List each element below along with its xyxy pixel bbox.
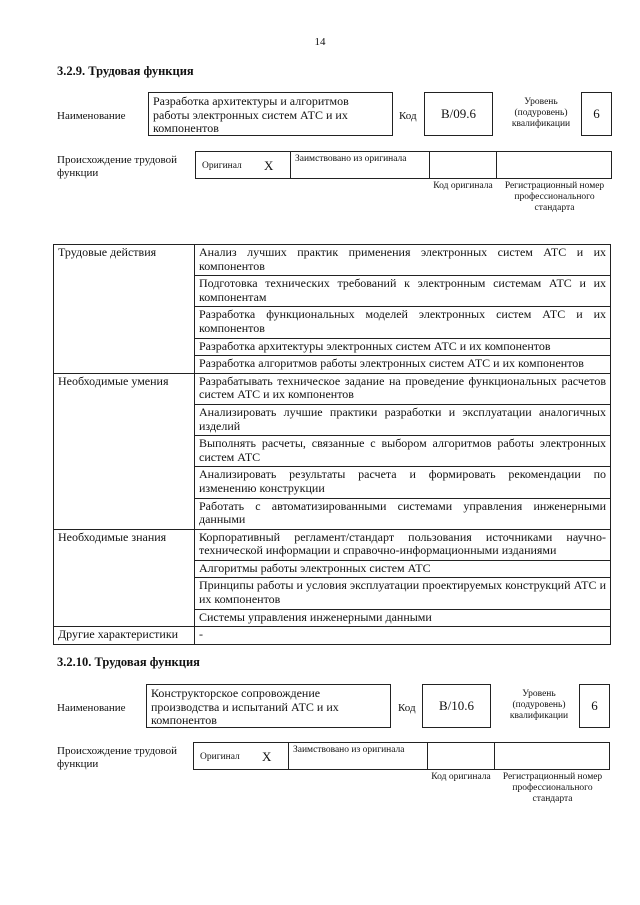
item-cell: Разработка архитектуры электронных систем АТС и их компонентов [195,338,611,356]
item-cell: Корпоративный регламент/стандарт пользования источниками научно-технической информации и справочно-информационными изданиями [195,529,611,560]
code-label: Код [399,110,417,122]
section-heading: 3.2.9. Трудовая функция [57,64,194,78]
item-cell: Выполнять расчеты, связанные с выбором алгоритмов работы электронных систем АТС [195,436,611,467]
function-name: Разработка архитектуры и алгоритмов работы электронных систем АТС и их компонентов [148,92,393,136]
origin-label: Происхождение трудовой функции [57,745,178,770]
borrowed-cell: Заимствовано из оригинала [288,742,428,770]
category-cell: Другие характеристики [54,627,195,645]
item-cell: Разработка алгоритмов работы электронных систем АТС и их компонентов [195,356,611,374]
item-cell: Анализировать лучшие практики разработки и эксплуатации аналогичных изделий [195,404,611,435]
table-row [54,245,611,276]
reg-number-cell [494,742,610,770]
item-cell: Алгоритмы работы электронных систем АТС [195,560,611,578]
reg-number-label: Регистрационный номер профессионального стандарта [504,181,605,213]
origin-label: Происхождение трудовой функции [57,154,178,179]
item-cell: Работать с автоматизированными системами управления инженерными данными [195,498,611,529]
original-mark: Х [262,749,272,764]
reg-number-cell [496,151,612,179]
function-details-table [53,244,611,645]
item-cell: Разрабатывать техническое задание на проведение функциональных расчетов систем АТС и их компонентов [195,373,611,404]
item-cell: Анализ лучших практик применения электронных систем АТС и их компонентов [195,245,611,276]
table-row [54,373,611,404]
original-mark: Х [264,158,274,173]
table-row [54,529,611,560]
category-cell: Необходимые знания [54,529,195,627]
item-cell: Подготовка технических требований к электронным системам АТС и их компонентам [195,276,611,307]
item-cell: Разработка функциональных моделей электронных систем АТС и их компонентов [195,307,611,338]
qualification-level: 6 [579,684,610,728]
item-cell: Анализировать результаты расчета и формировать рекомендации по изменению конструкции [195,467,611,498]
code-original-label: Код оригинала [431,772,491,782]
original-label: Оригинал [200,752,240,762]
name-label: Наименование [57,110,126,122]
borrowed-cell: Заимствовано из оригинала [290,151,430,179]
original-cell [193,742,289,770]
level-label: Уровень (подуровень) квалификации [509,689,569,721]
function-code: В/10.6 [422,684,491,728]
table-row [54,627,611,645]
reg-number-label: Регистрационный номер профессионального стандарта [502,772,603,804]
code-original-label: Код оригинала [433,181,493,191]
function-name: Конструкторское сопровождение производства и испытаний АТС и их компонентов [146,684,391,728]
item-cell: Системы управления инженерными данными [195,609,611,627]
category-cell: Необходимые умения [54,373,195,529]
function-code: В/09.6 [424,92,493,136]
original-cell [195,151,291,179]
code-original-cell [427,742,495,770]
code-original-cell [429,151,497,179]
name-label: Наименование [57,702,126,714]
section-heading: 3.2.10. Трудовая функция [57,655,200,669]
original-label: Оригинал [202,161,242,171]
item-cell: - [195,627,611,645]
level-label: Уровень (подуровень) квалификации [511,97,571,129]
item-cell: Принципы работы и условия эксплуатации проектируемых конструкций АТС и их компонентов [195,578,611,609]
qualification-level: 6 [581,92,612,136]
code-label: Код [398,702,416,714]
category-cell: Трудовые действия [54,245,195,374]
page-number: 14 [314,36,326,48]
